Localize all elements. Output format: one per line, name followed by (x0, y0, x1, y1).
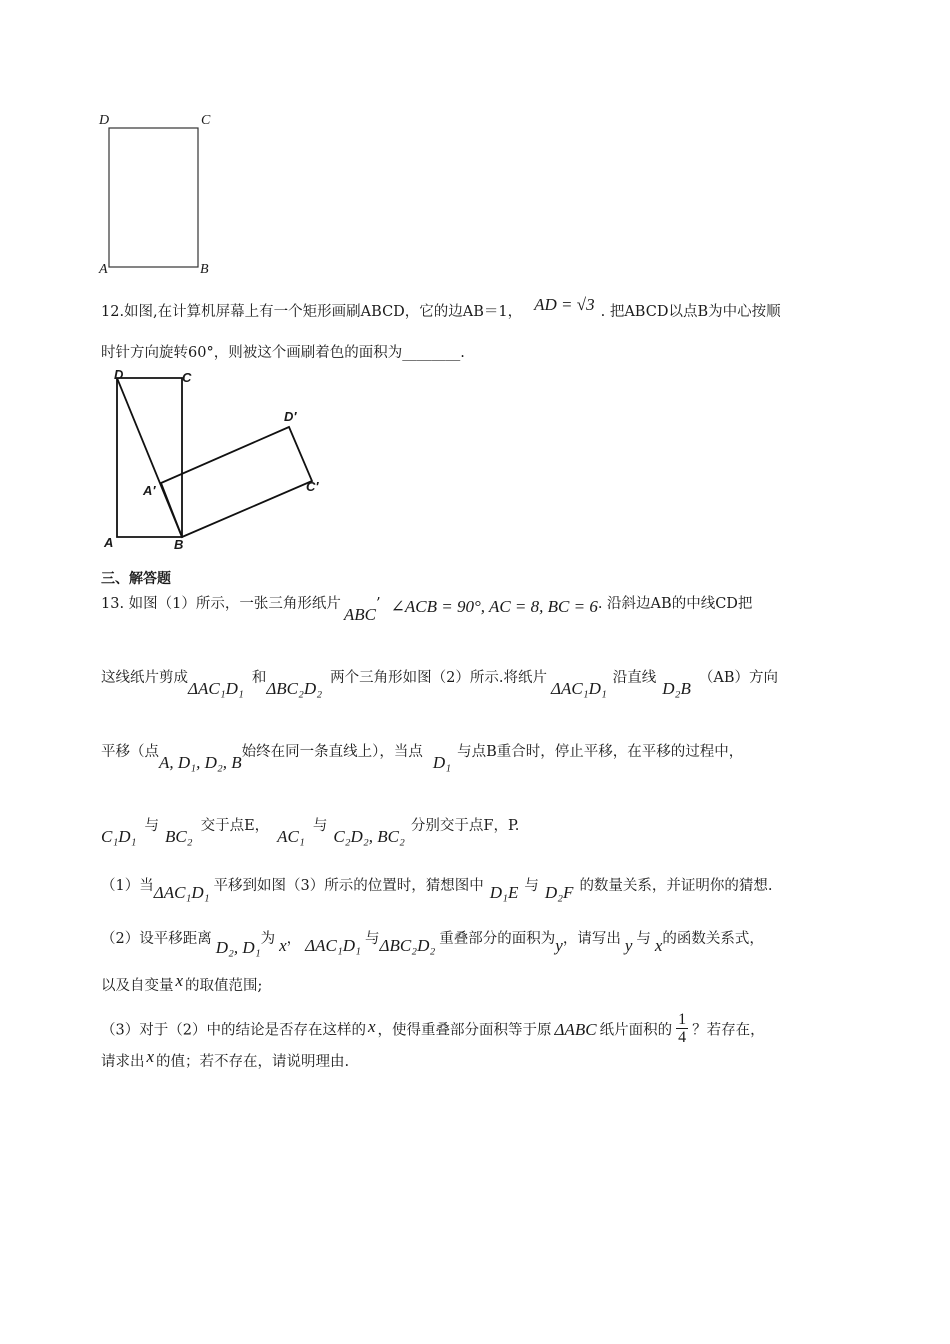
fig2-label-d-prime: D′ (284, 409, 297, 424)
section-heading: 三、解答题 (101, 571, 171, 587)
q13-p3-l2-text-b: 的值；若不存在，请说明理由. (156, 1054, 350, 1070)
q13-l4-math4: C₂D₂, BC₂ (333, 827, 405, 846)
q13-p1-text-a: （1）当 (101, 878, 154, 894)
q13-p2-text-h: 的函数关系式， (662, 931, 764, 947)
q13-line4 (101, 815, 520, 846)
q13-p3-fraction (676, 1011, 688, 1046)
q13-part2 (101, 928, 764, 957)
q13-l4-math3: AC₁ (277, 827, 305, 846)
q13-p2-math7: x (654, 936, 663, 955)
q13-l1-text-a: 13. 如图（1）所示，一张三角形纸片 (101, 596, 341, 612)
q13-l2-math4: D₂B (662, 679, 691, 698)
q13-l3-math2: D₁ (432, 753, 452, 772)
q13-l2-math3: ΔAC₁D₁ (550, 679, 607, 698)
q13-l3-text-c: 与点B重合时，停止平移，在平移的过程中， (457, 744, 744, 760)
q13-p2-math4: ΔBC₂D₂ (379, 936, 436, 955)
q13-p2-text-d: 与 (364, 931, 380, 947)
rectangle-svg (95, 112, 225, 282)
fig2-label-b: B (174, 537, 184, 552)
q13-l4-text-d: 分别交于点F，P. (410, 818, 520, 834)
q13-l1-comma: ’ (376, 596, 381, 612)
q13-p3-l2-math: x (146, 1047, 155, 1066)
fig1-label-a: A (99, 262, 108, 277)
q13-p1-math2: D₁E (489, 883, 519, 902)
q13-part2-line2 (101, 971, 263, 996)
q13-l3-math1: A, D₁, D₂, B (159, 753, 242, 772)
q13-l2-math1: ΔAC₁D₁ (188, 679, 244, 698)
rotation-svg (100, 365, 340, 555)
rectangle-shape (109, 128, 198, 267)
q13-l1-text-b: . 沿斜边AB的中线CD把 (597, 596, 753, 612)
figure-rotation (100, 365, 340, 555)
q13-p3-math2: ΔABC (554, 1019, 597, 1039)
q13-l3-text-b: 始终在同一条直线上），当点 (241, 744, 423, 760)
q13-l4-text-c: 与 (312, 818, 328, 834)
q13-p3-l2-text-a: 请求出 (101, 1054, 145, 1070)
q13-p1-text-b: 平移到如图（3）所示的位置时，猜想图中 (213, 878, 484, 894)
q13-p2-math6: y (624, 936, 633, 955)
q12-line1 (101, 295, 781, 322)
q13-p1-text-c: 与 (524, 878, 539, 894)
q13-l2-text-e: （AB）方向 (698, 670, 778, 686)
q12-text-b: . 把ABCD以点B为中心按顺 (600, 304, 781, 320)
fig2-label-a: A (104, 535, 114, 550)
q13-p2-text-g: 与 (636, 931, 651, 947)
fig2-label-c: C (182, 370, 192, 385)
q13-p1-math3: D₂F (544, 883, 574, 902)
q13-p2-text-b: 为 (260, 931, 276, 947)
q13-p2-text-c: ， (286, 931, 302, 947)
q13-l2-text-d: 沿直线 (612, 670, 657, 686)
q13-p2-l2-math: x (175, 971, 184, 990)
fig2-label-c-prime: C′ (306, 479, 319, 494)
q13-part3-line2 (101, 1047, 350, 1072)
q13-line1 (101, 593, 753, 624)
q13-p1-math1: ΔAC₁D₁ (153, 883, 210, 902)
fraction-denominator: 4 (678, 1029, 687, 1046)
q13-p3-text-c: 纸片面积的 (599, 1022, 673, 1039)
q13-p2-math1: D₂, D₁ (215, 938, 261, 957)
q13-p2-l2-text-b: 的取值范围; (185, 978, 263, 994)
q12-equation: AD = √3 (534, 295, 595, 314)
q13-p2-math5: y (555, 936, 563, 955)
q13-l4-math1: C₁D₁ (101, 827, 137, 846)
q13-p3-math1: x (367, 1016, 376, 1036)
diagonal-db (117, 378, 182, 537)
q13-p2-text-e: 重叠部分的面积为 (439, 931, 556, 947)
q13-l4-text-b: 交于点E， (200, 818, 270, 834)
q12-line2: 时针方向旋转60°，则被这个画刷着色的面积为________. (101, 345, 465, 361)
fig1-label-b: B (200, 262, 209, 277)
q13-l2-text-a: 这线纸片剪成 (101, 670, 188, 686)
q13-line3 (101, 741, 744, 772)
q13-p2-math2: x (279, 936, 287, 955)
fraction-numerator: 1 (678, 1011, 687, 1028)
figure-rectangle-abcd (95, 112, 225, 282)
q13-p2-math3: ΔAC₁D₁ (305, 936, 361, 955)
q13-l2-text-b: 和 (251, 670, 267, 686)
q13-part1 (101, 875, 773, 902)
q13-l2-math2: ΔBC₂D₂ (266, 679, 323, 698)
fig1-label-c: C (201, 113, 211, 128)
fig2-label-a-prime: A′ (143, 483, 156, 498)
q13-l1-math-angle: ∠ACB = 90°, AC = 8, BC = 6 (390, 597, 598, 616)
q13-l3-text-a: 平移（点 (101, 744, 159, 760)
fig2-label-d: D (114, 367, 124, 382)
q13-l1-math-abc: ABC (343, 605, 377, 624)
q13-line2 (101, 667, 778, 698)
q13-p1-text-d: 的数量关系，并证明你的猜想. (579, 878, 773, 894)
q13-p2-l2-text-a: 以及自变量 (101, 978, 174, 994)
rotated-rectangle (161, 427, 312, 537)
q13-part3 (101, 1013, 765, 1048)
q13-p2-text-a: （2）设平移距离 (101, 931, 212, 947)
q13-l4-math2: BC₂ (164, 827, 193, 846)
q13-p2-text-f: ，请写出 (562, 931, 621, 947)
q13-p3-text-b: ，使得重叠部分面积等于原 (377, 1022, 552, 1039)
q13-p3-text-a: （3）对于（2）中的结论是否存在这样的 (101, 1022, 366, 1039)
q12-text-a: 12.如图,在计算机屏幕上有一个矩形画刷ABCD，它的边AB＝1， (101, 304, 523, 320)
q13-l2-text-c: 两个三角形如图（2）所示.将纸片 (330, 670, 547, 686)
fig1-label-d: D (99, 113, 110, 128)
q13-p3-text-d: ？若存在， (692, 1022, 765, 1039)
q13-l4-text-a: 与 (144, 818, 159, 834)
